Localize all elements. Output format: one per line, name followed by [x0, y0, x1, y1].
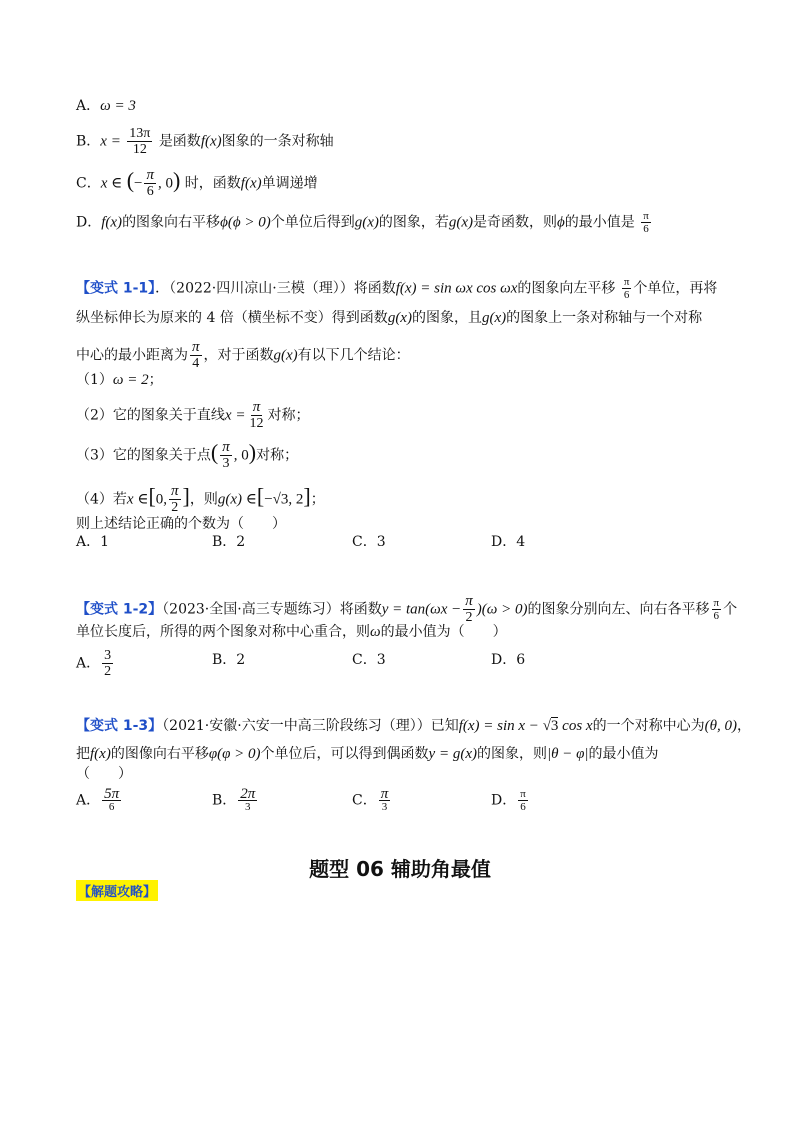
v12-line2: 单位长度后，所得的两个图象对称中心重合，则ω的最小值为（ ） — [76, 624, 507, 640]
v11-answer-a: A．1 — [76, 534, 110, 550]
v11-line3: 中心的最小距离为 $\frac{\pi}{4}$ ，对于函数g(x)有以下几个结论： — [76, 339, 410, 371]
v13-answer-b: B． $\frac{2\pi}{3}$ — [212, 786, 256, 813]
v11-answer-b: B．2 — [212, 534, 246, 550]
v13-answer-a: A． $\frac{5\pi}{6}$ — [76, 786, 120, 813]
v12-answer-b: B．2 — [212, 652, 246, 668]
option-d: D．f(x)的图象向右平移ϕ(ϕ > 0)个单位后得到g(x)的图象，若g(x)是奇函数，则ϕ的最小值是 $\frac{\pi}{6}$ — [76, 210, 649, 235]
v11-claim-4: （4）若x ∈[0, $\frac{\pi}{2}$ ]，则g(x) ∈[−√3, 2]； — [76, 483, 325, 515]
v12-answer-a: A． $\frac{3}{2}$ — [76, 648, 112, 679]
v11-question: 则上述结论正确的个数为（ ） — [76, 516, 286, 532]
v11-claim-1: （1）ω = 2； — [76, 372, 163, 388]
v13-paren: （ ） — [76, 766, 132, 782]
v13-line1: 【变式 1-3】（2021·安徽·六安一中高三阶段练习（理））已知f(x) = sin x − √3 cos x的一个对称中心为(θ, 0)， — [76, 718, 751, 734]
section-title: 题型 06 辅助角最值 — [309, 857, 491, 881]
v11-answer-d: D．4 — [491, 534, 526, 550]
option-c: C．x ∈ (− $\frac{\pi}{6}$ , 0) 时，函数f(x)单调递增 — [76, 167, 318, 199]
option-b: B．x = $\frac{13\pi}{12}$ 是函数f(x)图象的一条对称轴 — [76, 126, 334, 157]
v13-answer-c: C． $\frac{\pi}{3}$ — [352, 786, 389, 813]
v11-claim-3: （3）它的图象关于点( $\frac{\pi}{3}$ , 0)对称； — [76, 439, 299, 471]
v12-answer-c: C．3 — [352, 652, 386, 668]
strategy-label: 【解题攻略】 — [76, 880, 158, 901]
v13-line2: 把f(x)的图像向右平移φ(φ > 0)个单位后，可以得到偶函数y = g(x)的图象，则|θ − φ|的最小值为 — [76, 746, 659, 762]
v11-line2: 纵坐标伸长为原来的 4 倍（横坐标不变）得到函数g(x)的图象，且g(x)的图象上一条对称轴与一个对称 — [76, 310, 703, 326]
option-a: A．ω = 3 — [76, 98, 136, 114]
v11-claim-2: （2）它的图象关于直线x = $\frac{\pi}{12}$ 对称； — [76, 399, 310, 431]
v11-line1: 【变式 1-1】．（2022·四川凉山·三模（理））将函数f(x) = sin ωx cos ωx的图象向左平移 $\frac{\pi}{6}$ 个单位，再将 — [76, 276, 718, 301]
v12-answer-d: D．6 — [491, 652, 526, 668]
v11-answer-c: C．3 — [352, 534, 386, 550]
v13-answer-d: D． $\frac{\pi}{6}$ — [491, 788, 526, 813]
v12-line1: 【变式 1-2】（2023·全国·高三专题练习）将函数y = tan(ωx − $\frac{\pi}{2}$ )(ω > 0)的图象分别向左、向右各平移 $\frac{\pi}{6}$ 个 — [76, 593, 738, 625]
